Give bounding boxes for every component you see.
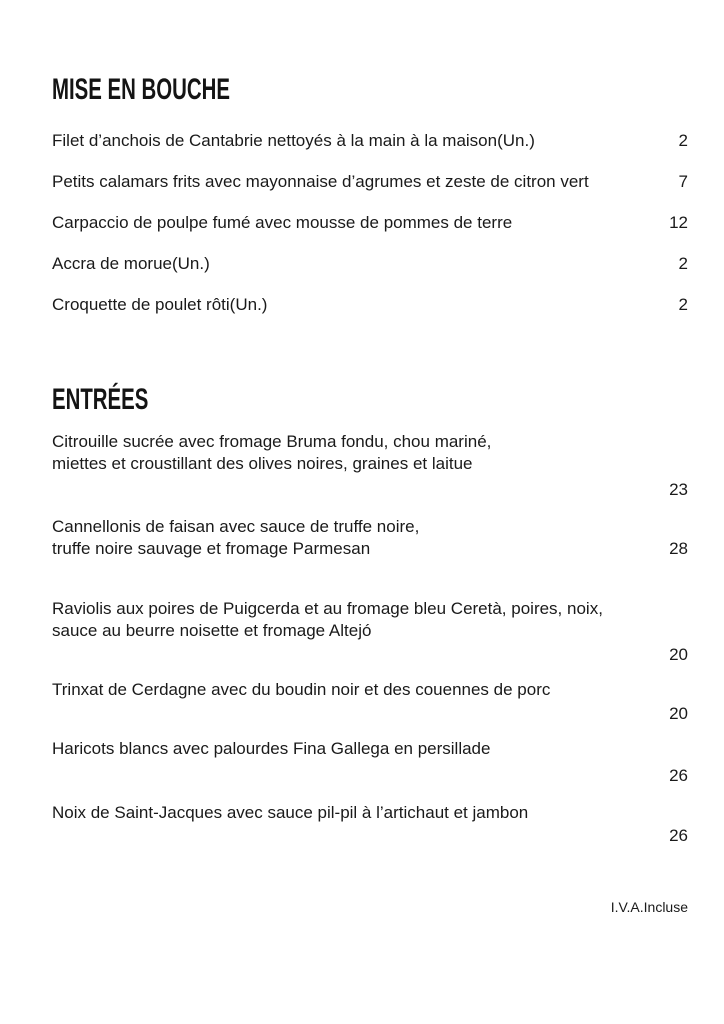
item-name: Petits calamars frits avec mayonnaise d’agrumes et zeste de citron vert xyxy=(52,172,589,191)
item-name-line: Raviolis aux poires de Puigcerda et au fromage bleu Ceretà, poires, noix, xyxy=(52,599,603,618)
section-title: MISE EN BOUCHE xyxy=(52,73,230,106)
menu-item xyxy=(52,802,688,847)
item-name-line: Trinxat de Cerdagne avec du boudin noir et des couennes de porc xyxy=(52,680,551,699)
item-name-line: Cannellonis de faisan avec sauce de truffe noire, xyxy=(52,517,420,536)
menu-item xyxy=(52,431,688,501)
item-name: Accra de morue(Un.) xyxy=(52,254,210,273)
menu-item-row xyxy=(52,294,688,316)
item-price: 23 xyxy=(669,480,688,499)
menu-item-row xyxy=(52,253,688,275)
item-price: 2 xyxy=(678,295,688,314)
item-price: 28 xyxy=(669,539,688,558)
menu-item-row xyxy=(52,212,688,234)
item-price: 2 xyxy=(678,254,688,273)
footer-note: I.V.A.Incluse xyxy=(610,899,688,915)
item-name-line: truffe noire sauvage et fromage Parmesan xyxy=(52,539,371,558)
menu-item xyxy=(52,738,688,787)
menu-item xyxy=(52,598,688,666)
item-name: Carpaccio de poulpe fumé avec mousse de pommes de terre xyxy=(52,213,513,232)
item-name: Croquette de poulet rôti(Un.) xyxy=(52,295,268,314)
section-mise-en-bouche xyxy=(52,75,688,316)
item-price: 12 xyxy=(669,213,688,232)
item-price: 26 xyxy=(669,766,688,785)
item-price: 20 xyxy=(669,645,688,664)
item-price: 2 xyxy=(678,131,688,150)
menu-item-row xyxy=(52,130,688,152)
menu-item-row xyxy=(52,171,688,193)
section-title: ENTRÉES xyxy=(52,383,149,416)
item-name-line: miettes et croustillant des olives noires, graines et laitue xyxy=(52,454,473,473)
item-price: 20 xyxy=(669,704,688,723)
item-name-line: Citrouille sucrée avec fromage Bruma fondu, chou mariné, xyxy=(52,432,492,451)
item-name-line: Noix de Saint-Jacques avec sauce pil-pil à l’artichaut et jambon xyxy=(52,803,529,822)
menu-item xyxy=(52,679,688,725)
section-entrees xyxy=(52,385,688,847)
item-name-line: sauce au beurre noisette et fromage Altejó xyxy=(52,621,372,640)
menu-item xyxy=(52,516,688,560)
item-price: 7 xyxy=(678,172,688,191)
item-name: Filet d’anchois de Cantabrie nettoyés à la main à la maison(Un.) xyxy=(52,131,535,150)
item-price: 26 xyxy=(669,826,688,845)
item-name-line: Haricots blancs avec palourdes Fina Gallega en persillade xyxy=(52,739,491,758)
